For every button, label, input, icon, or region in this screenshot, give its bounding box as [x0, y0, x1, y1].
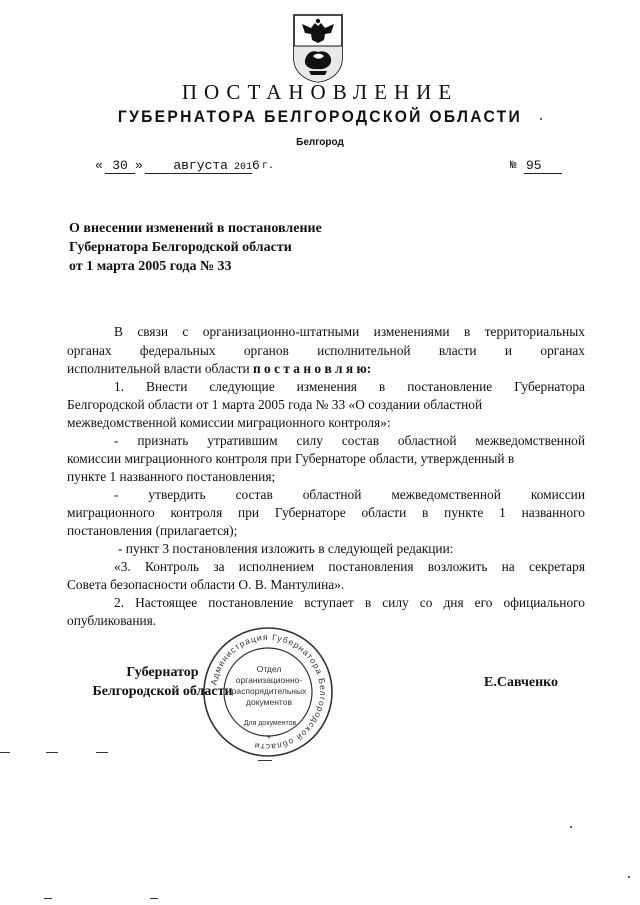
body-line: - признать утратившим силу состав областной межведомственной: [114, 433, 585, 448]
signatory-name: Е.Савченко: [484, 675, 559, 690]
coat-of-arms-emblem: [291, 12, 345, 84]
body-line: органах федеральных органов исполнительной власти и органах: [67, 343, 585, 358]
scan-mark: [0, 752, 10, 753]
subject-line: от 1 марта 2005 года № 33: [69, 259, 232, 274]
date-month-field: [145, 158, 252, 174]
body-line: миграционного контроля при Губернаторе области в пункте 1 названного: [67, 505, 585, 520]
stamp-ring-text: Администрация Губернатора Белгородской области: [208, 631, 329, 753]
date-day: 30: [105, 158, 135, 174]
scan-mark: [150, 898, 158, 899]
body-line: Совета безопасности области О. В. Мантулина».: [67, 577, 345, 592]
stamp-inner-text: [230, 664, 308, 708]
stamp-line: организационно-: [235, 675, 303, 685]
date-open-quote: «: [95, 158, 103, 173]
stamp-line: Отдел: [256, 664, 282, 674]
scan-mark: [96, 752, 108, 753]
issuing-authority: ГУБЕРНАТОРА БЕЛГОРОДСКОЙ ОБЛАСТИ: [117, 107, 523, 126]
stamp-line: распорядительных: [231, 686, 307, 696]
position-line: Губернатор: [126, 665, 199, 680]
body-line: опубликования.: [67, 613, 157, 628]
document-number: 95: [524, 158, 562, 174]
body-line: - пункт 3 постановления изложить в следующей редакции:: [118, 541, 454, 556]
body-line: «3. Контроль за исполнением постановления возложить на секретаря: [114, 559, 585, 574]
body-line: [67, 360, 371, 378]
date-year-digit: 6: [252, 158, 260, 173]
body-line: В связи с организационно-штатными изменениями в территориальных: [114, 324, 585, 339]
scan-mark: [258, 760, 272, 761]
date-year-suffix: г.: [262, 161, 275, 172]
body-line: межведомственной комиссии миграционного контроля»:: [67, 415, 391, 430]
date-year-prefix: 201: [233, 162, 252, 173]
body-line: - утвердить состав областной межведомственной комиссии: [114, 487, 585, 502]
resolution-word: п о с т а н о в л я ю:: [252, 361, 372, 376]
document-subject: [69, 219, 389, 276]
date-close-quote: »: [135, 158, 143, 173]
body-text: исполнительной власти области: [67, 361, 253, 376]
city-name: Белгород: [296, 137, 344, 148]
position-line: Белгородской области: [92, 684, 233, 699]
stamp-bottom-text: Для документов: [243, 720, 297, 727]
body-line: пункте 1 названного постановления;: [67, 469, 276, 484]
body-line: Белгородской области от 1 марта 2005 года № 33 «О создании областной: [67, 397, 483, 412]
stamp-line: документов: [246, 697, 292, 707]
body-line: 1. Внести следующие изменения в постановление Губернатора: [114, 379, 585, 394]
scan-mark: [570, 826, 572, 828]
stamp-star: *: [267, 734, 271, 745]
body-line: комиссии миграционного контроля при Губернаторе области, утвержденный в: [67, 451, 515, 466]
signatory-position: [90, 663, 235, 701]
date-month: августа: [173, 158, 228, 173]
subject-line: Губернатора Белгородской области: [69, 240, 292, 255]
body-line: 2. Настоящее постановление вступает в силу со дня его официального: [114, 595, 585, 610]
number-label: №: [510, 160, 517, 172]
scan-mark: [46, 752, 58, 753]
scan-mark: [540, 118, 542, 120]
body-line: постановления (прилагается);: [67, 523, 238, 538]
scan-mark: [628, 876, 630, 878]
document-title: ПОСТАНОВЛЕНИЕ: [181, 80, 459, 104]
scan-mark: [44, 898, 52, 899]
subject-line: О внесении изменений в постановление: [69, 221, 322, 236]
